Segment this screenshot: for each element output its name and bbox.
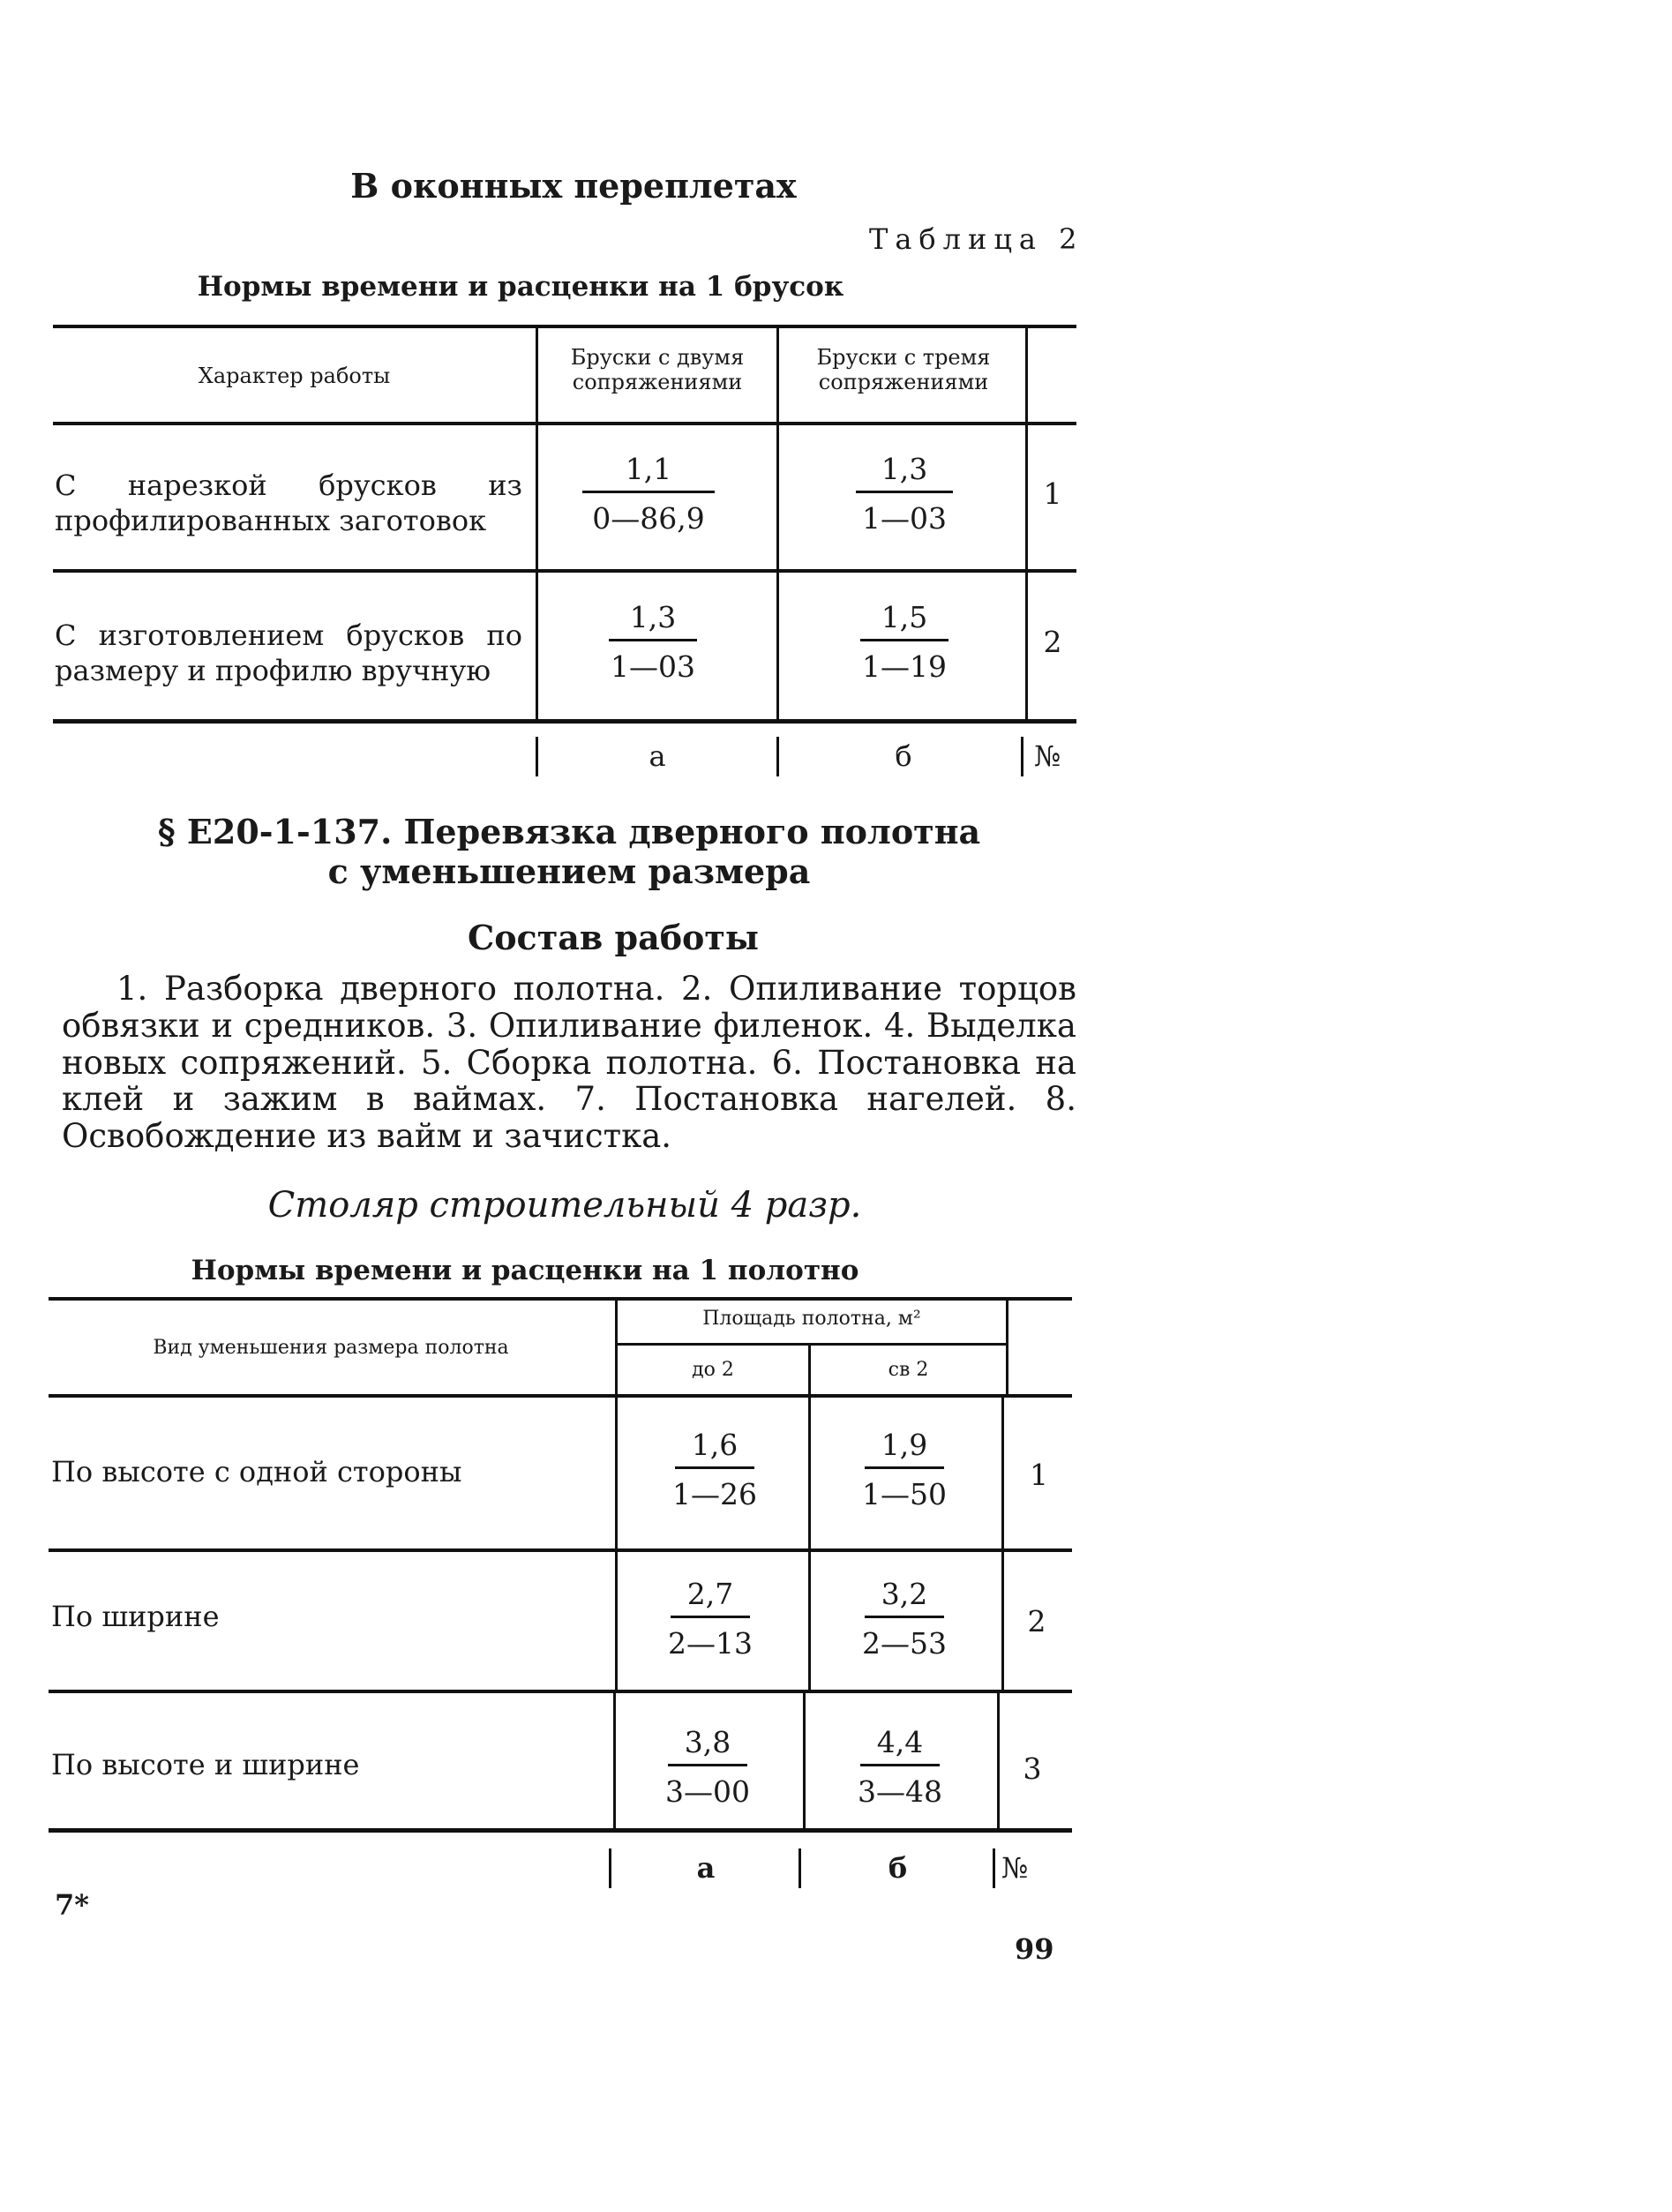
norm-cell: 1,3 1—03	[611, 600, 695, 684]
column-footer: №	[1034, 739, 1061, 773]
column-header: Бруски с тремя сопряжениями	[816, 345, 991, 394]
row-label: По высоте с одной стороны	[51, 1455, 462, 1488]
norm-cell: 1,5 1—19	[862, 600, 947, 684]
column-footer: №	[1001, 1851, 1029, 1885]
column-header: Вид уменьшения размера полотна	[153, 1337, 509, 1359]
norm-cell: 3,2 2—53	[862, 1577, 947, 1661]
column-header: Бруски с двумя сопряжениями	[570, 345, 745, 394]
norm-cell: 3,8 3—00	[665, 1725, 750, 1809]
norm-cell: 1,3 1—03	[838, 454, 971, 533]
column-header: до 2	[692, 1359, 734, 1381]
row-label: По ширине	[51, 1600, 220, 1633]
column-header: св 2	[888, 1359, 929, 1381]
signature-mark: 7*	[55, 1888, 89, 1922]
worker-grade: Столяр строительный 4 разр.	[267, 1185, 862, 1226]
section-title: § Е20-1-137. Перевязка дверного полотна	[157, 812, 981, 851]
column-footer: а	[649, 739, 666, 773]
column-footer: б	[895, 739, 912, 773]
row-number: 1	[1043, 476, 1062, 511]
table-label: Таблица 2	[869, 222, 1084, 256]
row-label: С изготовлением брусков по размеру и профилю вручную	[55, 619, 522, 687]
norm-cell: 1,9 1—50	[862, 1428, 947, 1511]
work-description: 1. Разборка дверного полотна. 2. Опиливание торцов обвязки и средников. 3. Опиливание филенок. 4. Выделка новых сопряжений. 5. Сборка полотна. 6. Постановка на клей и зажим в ваймах. 7. Постановка нагелей. 8. Освобождение из вайм и зачистка.	[62, 970, 1076, 1156]
row-number: 3	[1023, 1751, 1042, 1786]
norm-cell: 2,7 2—13	[668, 1577, 753, 1661]
table-caption: Нормы времени и расценки на 1 полотно	[191, 1255, 859, 1286]
table-caption: Нормы времени и расценки на 1 брусок	[197, 271, 844, 303]
column-group-header: Площадь полотна, м²	[702, 1308, 921, 1330]
section-title: В оконных переплетах	[350, 166, 797, 206]
page-number: 99	[1015, 1932, 1054, 1966]
norm-cell: 4,4 3—48	[858, 1725, 942, 1809]
section-subtitle: с уменьшением размера	[327, 851, 811, 891]
norm-cell: 1,6 1—26	[672, 1428, 757, 1511]
column-footer: а	[696, 1851, 716, 1885]
work-heading: Состав работы	[467, 918, 760, 957]
row-label: По высоте и ширине	[51, 1748, 360, 1781]
row-number: 1	[1030, 1458, 1048, 1492]
norm-cell: 1,1 0—86,9	[574, 454, 724, 533]
column-footer: б	[888, 1851, 908, 1885]
row-label: С нарезкой брусков из профилированных заготовок	[55, 469, 522, 537]
row-number: 2	[1027, 1604, 1046, 1638]
column-header: Характер работы	[198, 364, 391, 388]
row-number: 2	[1043, 625, 1062, 659]
